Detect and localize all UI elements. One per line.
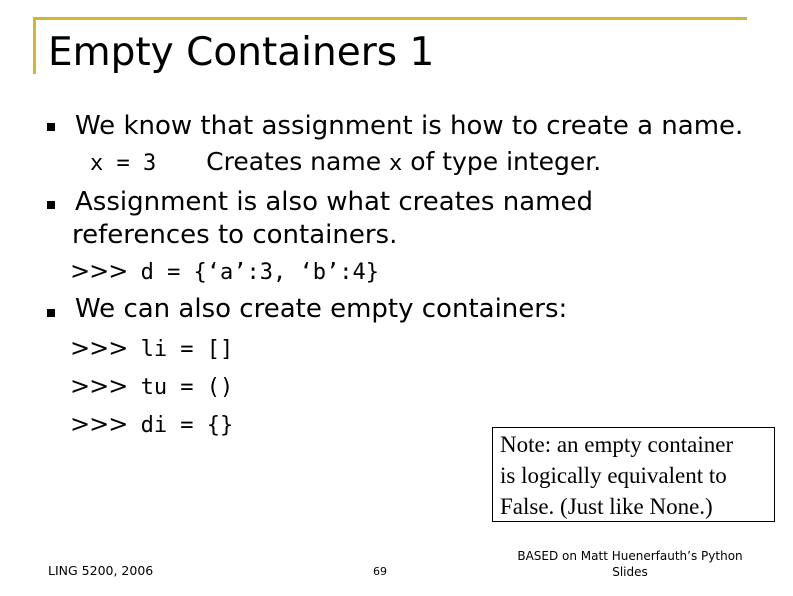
- code-line-tuple: [70, 371, 233, 403]
- note-line-3: False. (Just like None.): [500, 494, 713, 519]
- prompt-symbol: >>>: [70, 334, 128, 362]
- bullet-marker: [47, 123, 55, 131]
- code-line-dict: [70, 256, 379, 288]
- bullet-2-line-2: references to containers.: [72, 220, 398, 250]
- subline-text-before: Creates name: [206, 147, 390, 176]
- footer-right-line-2: Slides: [612, 565, 648, 579]
- variable-name: x: [389, 151, 403, 176]
- bullet-3-text: We can also create empty containers:: [75, 294, 568, 324]
- page-number: 69: [373, 565, 387, 578]
- code-text: tu = (): [127, 375, 234, 400]
- prompt-symbol: >>>: [70, 372, 128, 400]
- note-line-1: Note: an empty container: [500, 432, 734, 457]
- code-text: d = {‘a’:3, ‘b’:4}: [127, 260, 379, 285]
- footer-right: [510, 548, 750, 580]
- title-frame-top-rule: [33, 17, 747, 20]
- code-line-list: [70, 333, 233, 365]
- note-line-2: is logically equivalent to: [500, 463, 727, 488]
- title-frame-left-rule: [33, 17, 36, 74]
- slide-title: Empty Containers 1: [48, 30, 435, 75]
- note-box: [492, 427, 775, 522]
- code-snippet: x = 3: [90, 151, 157, 176]
- bullet-marker: [47, 201, 55, 209]
- code-text: li = []: [127, 337, 234, 362]
- code-text: di = {}: [127, 413, 234, 438]
- bullet-1-text: We know that assignment is how to create a name.: [75, 111, 744, 141]
- bullet-1-subline: [90, 147, 601, 179]
- footer-left: LING 5200, 2006: [48, 563, 154, 578]
- bullet-2-line-1: Assignment is also what creates named: [75, 187, 593, 217]
- code-line-dict-empty: [70, 409, 233, 441]
- subline-text-after: of type integer.: [410, 147, 602, 176]
- prompt-symbol: >>>: [70, 257, 128, 285]
- bullet-marker: [47, 309, 55, 317]
- prompt-symbol: >>>: [70, 410, 128, 438]
- footer-right-line-1: BASED on Matt Huenerfauth’s Python: [517, 549, 743, 563]
